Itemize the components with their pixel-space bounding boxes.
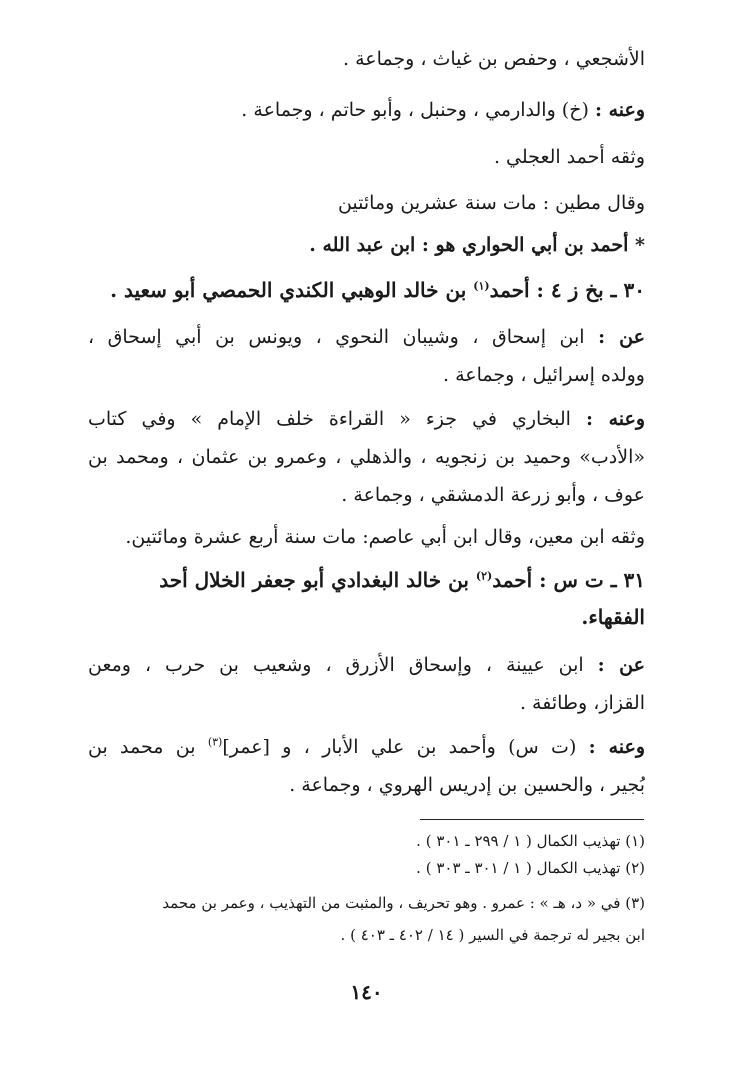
entry-heading-end: بن خالد الوهبي الكندي الحمصي أبو سعيد . — [110, 278, 467, 302]
narrators-from-label: وعنه : — [594, 99, 645, 121]
text-line: وثقه أحمد العجلي . — [493, 146, 645, 168]
narrators-from-label: وعنه : — [588, 736, 645, 758]
narrators-from-list: (ت س) وأحمد بن علي الأبار ، و [عمر] — [222, 736, 577, 758]
entry-heading-start: ٣٠ ـ بخ ز ٤ : أحمد — [489, 278, 645, 302]
text-line: وثقه ابن معين، وقال ابن أبي عاصم: مات سنة أربع عشرة ومائتين. — [125, 526, 645, 548]
narrators-from-list: البخاري في جزء « القراءة خلف الإمام » وفي كتاب — [88, 408, 571, 430]
text-line — [88, 402, 645, 436]
narrators-from-list: (خ) والدارمي ، وحنبل ، وأبو حاتم ، وجماعة . — [241, 99, 589, 121]
text-line: القزاز، وطائفة . — [519, 692, 645, 714]
entry-heading-31 — [88, 563, 645, 597]
entry-heading-30 — [88, 273, 645, 307]
text-line: عوف ، وأبو زرعة الدمشقي ، وجماعة . — [341, 484, 645, 506]
footnote-1: (١) تهذيب الكمال ( ١ / ٢٩٩ ـ ٣٠١ ) . — [416, 832, 645, 850]
text-line — [88, 320, 645, 354]
text-line — [88, 648, 645, 682]
text-line: وقال مطين : مات سنة عشرين ومائتين — [337, 192, 645, 214]
text-line: بُجير ، والحسين بن إدريس الهروي ، وجماعة . — [289, 774, 645, 796]
footnote-separator — [420, 819, 644, 820]
cross-reference-heading: * أحمد بن أبي الحواري هو : ابن عبد الله . — [309, 234, 645, 256]
text-line — [88, 730, 645, 764]
footnote-3-continuation: ابن بجير له ترجمة في السير ( ١٤ / ٤٠٢ ـ ٤٠٣ ) . — [340, 926, 645, 944]
text-line: وولده إسرائيل ، وجماعة . — [443, 364, 645, 386]
footnote-marker: (٣) — [207, 735, 223, 749]
teachers-label: عن : — [597, 654, 645, 676]
entry-heading-end: بن خالد البغدادي أبو جعفر الخلال أحد — [159, 568, 469, 592]
entry-heading-continuation: الفقهاء. — [581, 605, 645, 629]
text-line — [88, 93, 645, 127]
narrators-from-list-end: بن محمد بن — [88, 736, 196, 758]
page-number: ١٤٠ — [350, 980, 383, 1004]
text-line: الأشجعي ، وحفص بن غياث ، وجماعة . — [342, 48, 645, 70]
teachers-list: ابن إسحاق ، وشيبان النحوي ، ويونس بن أبي إسحاق ، — [88, 326, 585, 348]
footnote-2: (٢) تهذيب الكمال ( ١ / ٣٠١ ـ ٣٠٣ ) . — [416, 859, 645, 877]
teachers-list: ابن عيينة ، وإسحاق الأزرق ، وشعيب بن حرب ، ومعن — [88, 654, 584, 676]
teachers-label: عن : — [598, 326, 645, 348]
footnote-3: (٣) في « د، هـ » : عمرو . وهو تحريف ، والمثبت من التهذيب ، وعمر بن محمد — [162, 894, 645, 912]
footnote-marker: (١) — [473, 279, 490, 293]
entry-heading-start: ٣١ ـ ت س : أحمد — [492, 568, 645, 592]
footnote-marker: (٢) — [475, 569, 493, 583]
text-line: «الأدب» وحميد بن زنجويه ، والذهلي ، وعمرو بن عثمان ، ومحمد بن — [88, 446, 645, 468]
narrators-from-label: وعنه : — [585, 408, 645, 430]
